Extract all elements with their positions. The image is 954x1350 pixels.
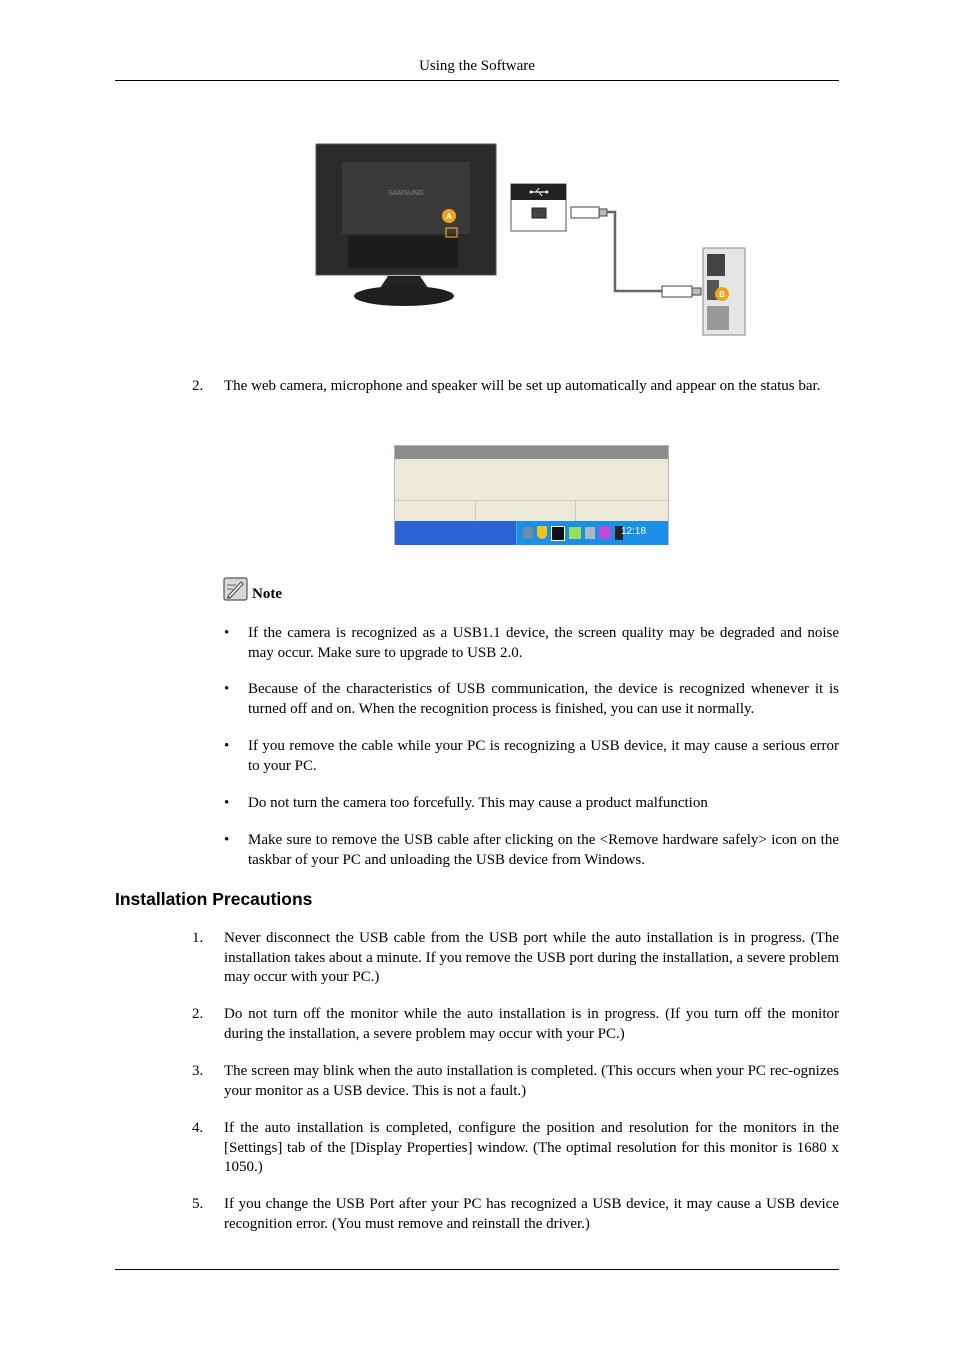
usb-device-tray-icon[interactable]	[569, 527, 581, 539]
media-player-tray-icon[interactable]	[551, 526, 565, 541]
usb-a-plug-tip	[692, 288, 701, 295]
label-b-text: B	[719, 290, 725, 299]
note-bullet-marker: •	[224, 738, 230, 754]
precaution-1-number: 1.	[192, 930, 204, 946]
note-bullet-3: If you remove the cable while your PC is recognizing a USB device, it may cause a serious error to your PC.	[248, 738, 839, 774]
monitor-brand-label: SAMSUNG	[388, 190, 424, 197]
webcam-tray-icon[interactable]	[599, 526, 611, 539]
system-tray	[516, 521, 668, 545]
precaution-2-text: Do not turn off the monitor while the auto installation is in progress. (If you turn off the monitor during the installation, a severe problem may occur with your PC.)	[224, 1006, 839, 1042]
security-shield-tray-icon[interactable]	[537, 526, 547, 539]
note-bullet-5: Make sure to remove the USB cable after clicking on the <Remove hardware safely> icon on the taskbar of your PC and unloading the USB device from Windows.	[248, 832, 839, 868]
step-2-number: 2.	[192, 378, 204, 394]
precaution-5-text: If you change the USB Port after your PC has recognized a USB device, it may cause a USB device recognition error. (You must remove and reinstall the driver.)	[224, 1196, 839, 1232]
note-bullet-marker: •	[224, 832, 230, 848]
step-2-text: The web camera, microphone and speaker will be set up automatically and appear on the status bar.	[224, 378, 821, 394]
note-bullet-marker: •	[224, 681, 230, 697]
taskbar-screenshot	[394, 445, 669, 545]
note-bullet-marker: •	[224, 625, 230, 641]
usb-b-port-icon	[532, 208, 546, 218]
usb-connection-illustration	[310, 140, 755, 340]
windows-taskbar	[395, 521, 668, 545]
note-label: Note	[252, 586, 282, 602]
window-titlebar-strip	[395, 446, 668, 459]
precaution-2-number: 2.	[192, 1006, 204, 1022]
precaution-3-text: The screen may blink when the auto installation is completed. (This occurs when your PC rec-ognizes your monitor as a USB device. This is not a fault.)	[224, 1063, 839, 1099]
usb-cable	[607, 212, 662, 291]
pc-io-panel	[707, 254, 725, 276]
page-header-title: Using the Software	[419, 58, 535, 74]
speaker-tray-icon[interactable]	[585, 527, 595, 539]
note-bullet-4: Do not turn the camera too forcefully. This may cause a product malfunction	[248, 795, 708, 811]
pc-lower-panel	[707, 306, 729, 330]
footer-rule	[115, 1269, 839, 1270]
note-bullet-marker: •	[224, 795, 230, 811]
usb-b-plug-tip	[599, 209, 607, 216]
usb-a-plug	[662, 286, 692, 297]
monitor-port-area	[348, 236, 458, 268]
precaution-4-number: 4.	[192, 1120, 204, 1136]
network-tray-icon[interactable]	[523, 527, 533, 539]
monitor-stand-base	[354, 286, 454, 306]
taskbar-clock: 12:18	[621, 526, 647, 537]
precaution-4-text: If the auto installation is completed, configure the position and resolution for the monitors in the [Settings] tab of the [Display Properties] window. (The optimal resolution for this monitor is 1680 x 1050.)	[224, 1120, 839, 1175]
precaution-3-number: 3.	[192, 1063, 204, 1079]
note-icon	[223, 577, 249, 602]
note-bullet-1: If the camera is recognized as a USB1.1 device, the screen quality may be degraded and noise may occur. Make sure to upgrade to USB 2.0.	[248, 625, 839, 661]
section-heading-installation-precautions: Installation Precautions	[115, 889, 313, 909]
label-a-text: A	[446, 212, 452, 221]
status-bar-strip	[395, 500, 668, 521]
precaution-1-text: Never disconnect the USB cable from the USB port while the auto installation is in progress. (The installation takes about a minute. If you remove the USB port during the installation, a severe problem may occur with your PC.)	[224, 930, 839, 985]
usb-b-plug	[571, 207, 599, 218]
header-rule	[115, 80, 839, 81]
monitor-back-panel	[342, 162, 470, 234]
precaution-5-number: 5.	[192, 1196, 204, 1212]
note-bullet-2: Because of the characteristics of USB communication, the device is recognized whenever it is turned off and on. When the recognition process is finished, you can use it normally.	[248, 681, 839, 717]
